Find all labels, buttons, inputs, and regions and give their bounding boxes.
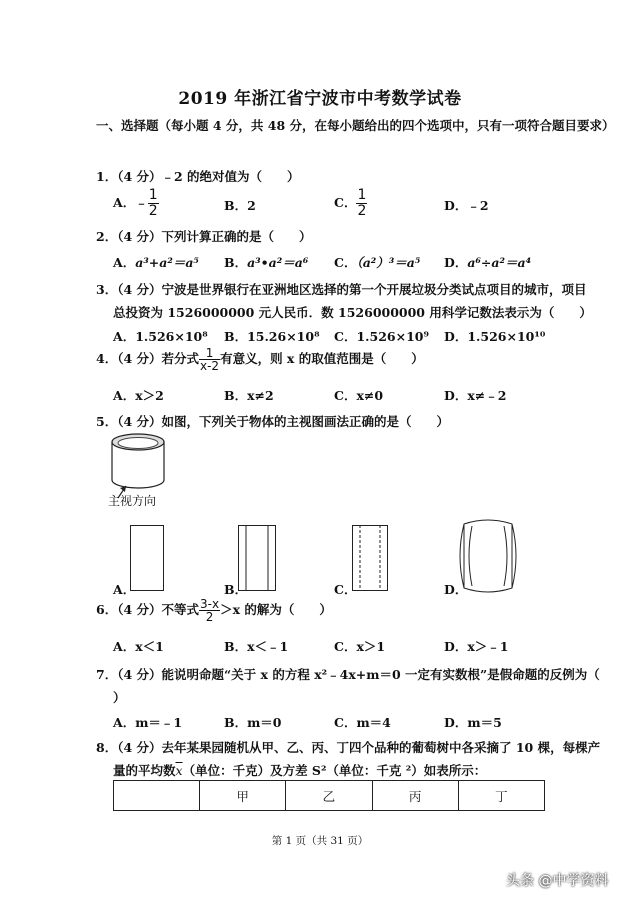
question-7-option-b: B．m＝0 xyxy=(224,715,282,730)
table-cell: 乙 xyxy=(286,781,372,811)
option-label: C． xyxy=(334,195,357,210)
question-3-option-c: C．1.526×10⁹ xyxy=(334,329,429,344)
fraction xyxy=(199,598,220,623)
denominator: 2 xyxy=(205,610,214,624)
question-1-option-d: D．﹣2 xyxy=(444,198,489,213)
question-7-option-c: C．m＝4 xyxy=(334,715,391,730)
table-cell: 甲 xyxy=(200,781,286,811)
question-2-option-a xyxy=(113,253,199,271)
expression: （a²）³＝a⁵ xyxy=(356,255,421,270)
option-label: A． xyxy=(113,255,136,270)
question-4-option-d: D．x≠﹣2 xyxy=(444,388,507,403)
question-5-option-c: C． xyxy=(334,582,357,597)
question-4-option-b: B．x≠2 xyxy=(224,388,274,403)
question-3-option-b: B．15.26×10⁸ xyxy=(224,329,320,344)
option-c-drawing xyxy=(352,525,388,591)
table-row xyxy=(114,781,545,811)
question-6-option-d: D．x＞﹣1 xyxy=(444,639,509,654)
question-5-stem: 5．（4 分）如图，下列关于物体的主视图画法正确的是（ ） xyxy=(96,414,449,429)
question-1-option-c xyxy=(334,188,367,219)
stem-text: 6．（4 分）不等式 xyxy=(96,602,199,617)
question-7-line-1: 7．（4 分）能说明命题“关于 x 的方程 x²﹣4x+m＝0 一定有实数根”是假命题的反例为（ xyxy=(96,667,600,682)
fraction xyxy=(199,347,220,372)
table-cell: 丁 xyxy=(458,781,544,811)
question-2-option-b xyxy=(224,253,308,271)
option-label: B． xyxy=(224,255,248,270)
question-6-option-a: A．x＜1 xyxy=(113,639,164,654)
question-8-line-2 xyxy=(113,761,486,779)
question-2-option-d xyxy=(444,253,531,271)
table-cell xyxy=(114,781,200,811)
question-8-line-1: 8．（4 分）去年某果园随机从甲、乙、丙、丁四个品种的葡萄树中各采摘了 10 棵，每棵产 xyxy=(96,740,601,755)
question-5-option-a: A． xyxy=(113,582,136,597)
question-4-option-a: A．x＞2 xyxy=(113,388,164,403)
view-direction-label: 主视方向 xyxy=(108,494,157,508)
question-4-stem xyxy=(96,347,424,372)
fraction xyxy=(356,188,367,219)
question-6-stem xyxy=(96,598,332,623)
stem-text: （单位：千克）及方差 S²（单位：千克 ²）如表所示： xyxy=(182,763,487,778)
mean-symbol: $\overline{x}$ xyxy=(175,763,183,778)
question-5-option-d: D． xyxy=(444,582,468,597)
question-7-option-d: D．m＝5 xyxy=(444,715,502,730)
stem-text: 量的平均数 xyxy=(113,763,176,778)
question-1-stem: 1．（4 分）﹣2 的绝对值为（ ） xyxy=(96,169,300,184)
question-2-option-c xyxy=(334,253,420,271)
question-6-option-c: C．x＞1 xyxy=(334,639,386,654)
option-label: A．﹣ xyxy=(113,195,148,210)
page-footer: 第 1 页（共 31 页） xyxy=(271,835,369,847)
question-1-option-b: B．2 xyxy=(224,198,256,213)
stem-text: 4．（4 分）若分式 xyxy=(96,351,199,366)
watermark: 头条 @中学资料 xyxy=(506,873,609,889)
question-1-option-a xyxy=(113,188,159,219)
section-heading: 一、选择题（每小题 4 分，共 48 分，在每小题给出的四个选项中，只有一项符合题目要求） xyxy=(96,118,615,133)
stem-text: 有意义，则 x 的取值范围是（ ） xyxy=(220,351,424,366)
denominator: x-2 xyxy=(200,359,220,373)
expression: a³•a²＝a⁶ xyxy=(247,255,309,270)
question-7-option-a: A．m＝﹣1 xyxy=(113,715,183,730)
question-6-option-b: B．x＜﹣1 xyxy=(224,639,289,654)
denominator: 2 xyxy=(148,203,158,219)
option-label: C． xyxy=(334,255,357,270)
question-3-line-1: 3．（4 分）宁波是世界银行在亚洲地区选择的第一个开展垃圾分类试点项目的城市，项目 xyxy=(96,282,587,297)
question-3-option-a: A．1.526×10⁸ xyxy=(113,329,208,344)
numerator: 1 xyxy=(357,187,367,203)
question-3-option-d: D．1.526×10¹⁰ xyxy=(444,329,546,344)
expression: a³+a²＝a⁵ xyxy=(135,255,199,270)
stem-text: ＞x 的解为（ ） xyxy=(220,602,332,617)
variety-table xyxy=(113,780,545,811)
question-7-line-2: ） xyxy=(113,690,126,705)
denominator: 2 xyxy=(357,203,367,219)
question-3-line-2: 总投资为 1526000000 元人民币．数 1526000000 用科学记数法表示为（ ） xyxy=(113,305,592,320)
option-label: D． xyxy=(444,255,468,270)
question-5-option-b: B． xyxy=(224,582,248,597)
numerator: 1 xyxy=(148,187,158,203)
question-2-stem: 2．（4 分）下列计算正确的是（ ） xyxy=(96,229,312,244)
numerator: 1 xyxy=(199,347,220,360)
page-title: 2019 年浙江省宁波市中考数学试卷 xyxy=(178,89,462,109)
question-4-option-c: C．x≠0 xyxy=(334,388,384,403)
expression: a⁶÷a²＝a⁴ xyxy=(467,255,532,270)
numerator: 3-x xyxy=(200,597,220,611)
fraction xyxy=(148,188,159,219)
table-cell: 丙 xyxy=(372,781,458,811)
